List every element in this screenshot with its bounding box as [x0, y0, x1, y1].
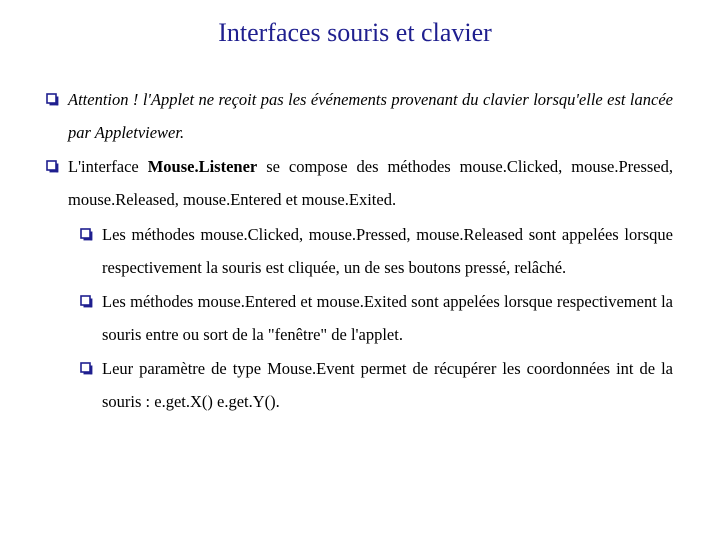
bullet-text	[68, 150, 673, 216]
bullet-text: Attention ! l'Applet ne reçoit pas les événements provenant du clavier lorsqu'elle est lancée par Appletviewer.	[68, 90, 673, 142]
checkbox-bullet-icon	[80, 362, 93, 375]
checkbox-bullet-icon	[46, 93, 59, 106]
checkbox-bullet-icon	[46, 160, 59, 173]
bullet-text: Les méthodes mouse.Clicked, mouse.Pressed, mouse.Released sont appelées lorsque respectivement la souris est cliquée, un de ses boutons pressé, relâché.	[102, 225, 673, 277]
checkbox-bullet-icon	[80, 295, 93, 308]
bullet-text-part: se compose des méthodes mouse.Clicked, mouse.Pressed, mouse.Released, mouse.Entered et mouse.Exited.	[68, 157, 673, 209]
checkbox-bullet-icon	[80, 228, 93, 241]
interface-name: Mouse.Listener	[147, 157, 258, 176]
bullet-text: Leur paramètre de type Mouse.Event permet de récupérer les coordonnées int de la souris : e.get.X() e.get.Y().	[102, 359, 673, 411]
bullet-text-part: L'interface	[68, 157, 148, 176]
sub-bullet-item	[0, 218, 673, 284]
bullet-item	[0, 83, 673, 149]
sub-bullet-item	[0, 285, 673, 351]
bullet-text: Les méthodes mouse.Entered et mouse.Exited sont appelées lorsque respectivement la souris entre ou sort de la "fenêtre" de l'applet.	[102, 292, 673, 344]
slide-title: Interfaces souris et clavier	[218, 18, 492, 47]
sub-bullet-item	[0, 352, 673, 418]
bullet-item	[0, 150, 673, 216]
